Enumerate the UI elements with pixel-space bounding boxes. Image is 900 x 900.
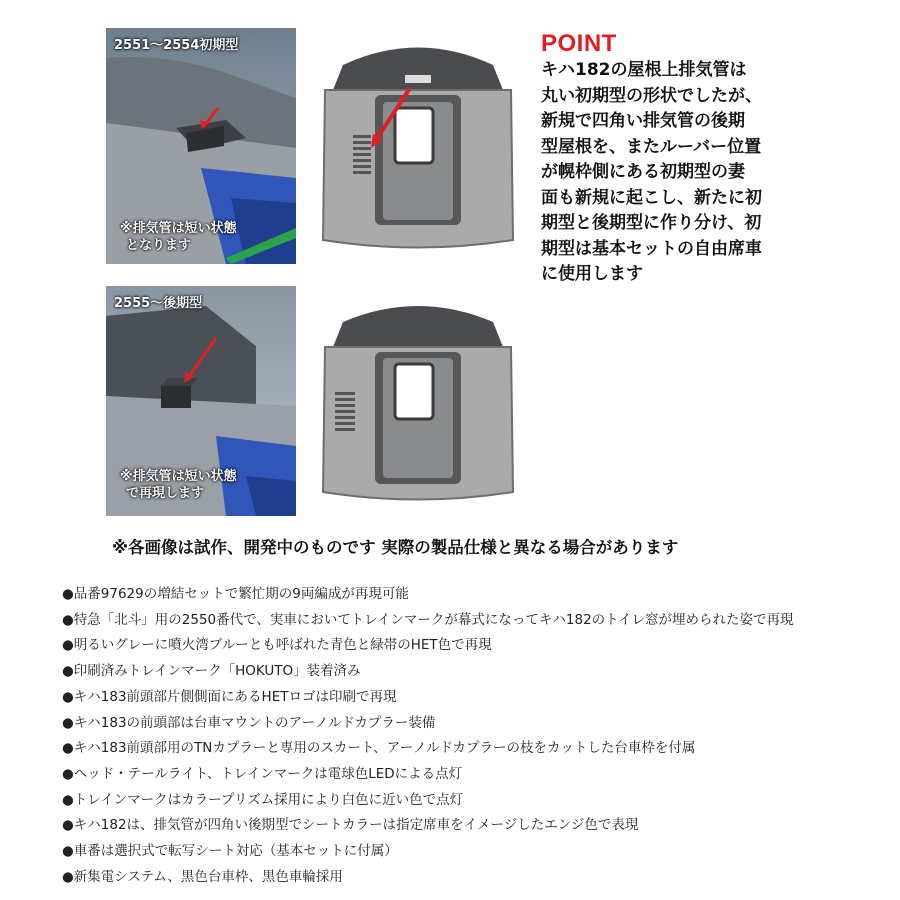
- list-item: ●キハ183前頭部用のTNカプラーと専用のスカート、アーノルドカプラーの枝をカットした台車枠を付属: [62, 740, 696, 757]
- point-line: 期型と後期型に作り分け、初: [541, 213, 762, 233]
- photo-note-line: となります: [126, 238, 192, 253]
- list-item: ●キハ183の前頭部は台車マウントのアーノルドカプラー装備: [62, 714, 436, 731]
- photo-caption-early: 2551〜2554初期型: [114, 38, 239, 53]
- end-face-illustration-late: [313, 292, 523, 512]
- point-line: 期型は基本セットの自由席車: [541, 238, 762, 259]
- list-item: ●新集電システム、黒色台車枠、黒色車輪採用: [62, 868, 343, 885]
- point-line: 新規で四角い排気管の後期: [541, 111, 745, 131]
- feature-list: [62, 582, 794, 890]
- list-item: ●キハ183前頭部片側側面にあるHETロゴは印刷で再現: [62, 688, 397, 705]
- list-item: ●明るいグレーに噴火湾ブルーとも呼ばれた青色と緑帯のHET色で再現: [62, 637, 492, 654]
- photo-caption-late: 2555〜後期型: [114, 296, 203, 311]
- photo-note-early: [120, 220, 237, 254]
- early-type-roof-photo: [106, 28, 296, 264]
- list-item: ●品番97629の増結セットで繁忙期の9両編成が再現可能: [62, 586, 409, 602]
- late-type-end-face-drawing: [313, 292, 523, 512]
- point-line: に使用します: [541, 264, 643, 284]
- late-type-roof-photo: [106, 286, 296, 516]
- point-line: 型屋根を、またルーバー位置: [541, 136, 762, 157]
- disclaimer-text: ※各画像は試作、開発中のものです 実際の製品仕様と異なる場合があります: [112, 538, 679, 557]
- point-description: [541, 58, 803, 288]
- end-face-illustration-early: [313, 30, 523, 260]
- point-line: 面も新規に起こし、新たに初: [541, 187, 762, 208]
- photo-note-line: で再現します: [126, 486, 205, 501]
- photo-note-line: ※排気管は短い状態: [120, 469, 237, 484]
- list-item: ●ヘッド・テールライト、トレインマークは電球色LEDによる点灯: [62, 765, 463, 782]
- point-line: キハ182の屋根上排気管は: [541, 60, 747, 80]
- early-type-end-face-drawing: [313, 30, 523, 260]
- photo-note-late: [120, 468, 237, 502]
- point-line: が幌枠側にある初期型の妻: [541, 162, 745, 182]
- point-line: 丸い初期型の形状でしたが、: [541, 85, 762, 106]
- photo-note-line: ※排気管は短い状態: [120, 221, 237, 236]
- list-item: ●キハ182は、排気管が四角い後期型でシートカラーは指定席車をイメージしたエンジ色で表現: [62, 817, 639, 834]
- list-item: ●特急「北斗」用の2550番代で、実車においてトレインマークが幕式になってキハ182のトイレ窓が埋められた姿で再現: [62, 611, 794, 628]
- list-item: ●車番は選択式で転写シート対応（基本セットに付属）: [62, 843, 398, 860]
- list-item: ●印刷済みトレインマーク「HOKUTO」装着済み: [62, 663, 361, 680]
- point-heading: POINT: [541, 30, 617, 57]
- list-item: ●トレインマークはカラープリズム採用により白色に近い色で点灯: [62, 791, 464, 808]
